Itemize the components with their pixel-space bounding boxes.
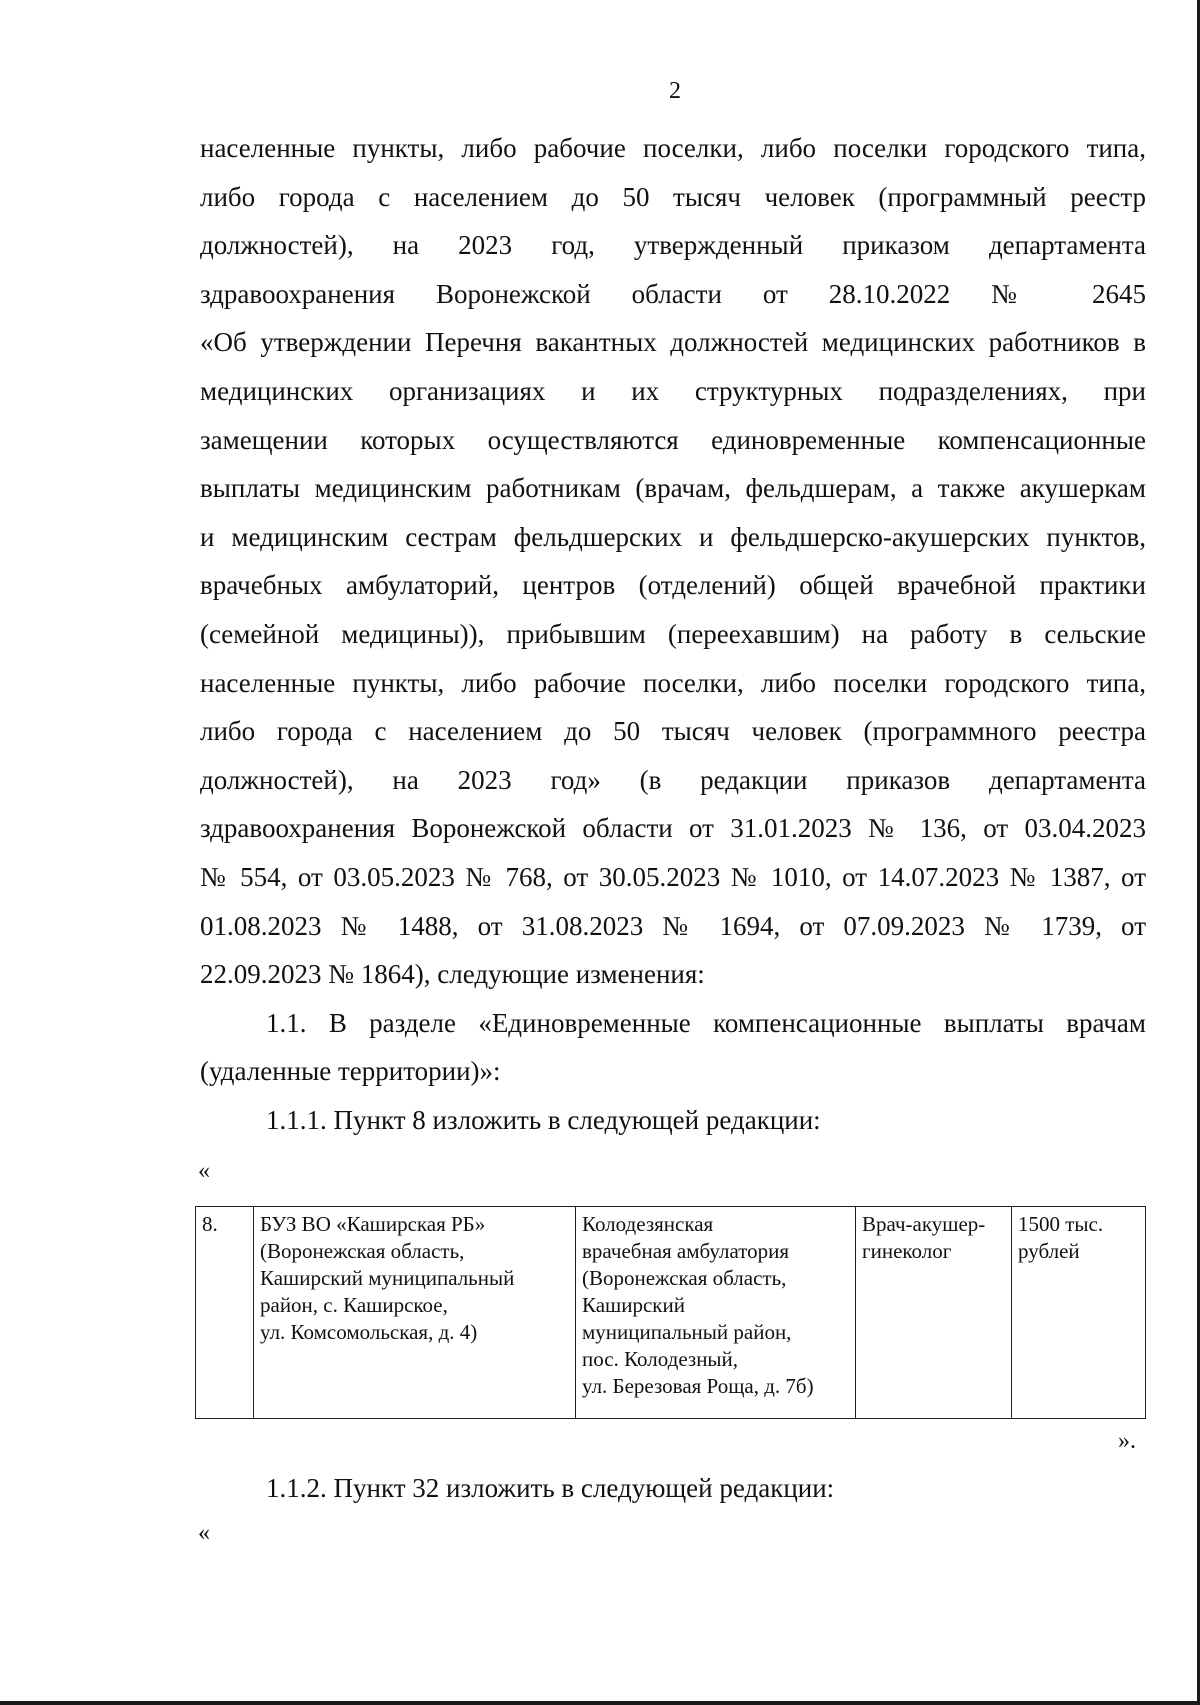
scan-edge-bottom [0,1701,1200,1705]
text-line: № 554, от 03.05.2023 № 768, от 30.05.2023 № 1010, от 14.07.2023 № 1387, от [200,861,1146,892]
body-text [200,124,1146,1144]
quote-open-2: « [198,1520,210,1546]
cell-position: Врач-акушер- гинеколог [856,1207,1012,1419]
table-row [196,1207,1146,1419]
text-line: выплаты медицинским работникам (врачам, фельдшерам, а также акушеркам [200,473,1146,504]
item-1-1-2: 1.1.2. Пункт 32 изложить в следующей редакции: [266,1473,835,1503]
section-heading-line: 1.1. В разделе «Единовременные компенсационные выплаты врачам [266,1007,1146,1038]
text-line: должностей), на 2023 год, утвержденный приказом департамента [200,230,1146,261]
text-line: либо города с населением до 50 тысяч человек (программного реестра [200,716,1146,747]
page-number: 2 [669,78,681,104]
text-line: здравоохранения Воронежской области от 28.10.2022 № 2645 [200,278,1146,309]
text-line: (удаленные территории)»: [200,1056,501,1087]
text-line: замещении которых осуществляются единовременные компенсационные [200,424,1146,455]
cell-amount: 1500 тыс. рублей [1012,1207,1146,1419]
cell-number: 8. [196,1207,254,1419]
text-line: (семейной медицины)), прибывшим (переехавшим) на работу в сельские [200,618,1146,649]
text-line: населенные пункты, либо рабочие поселки, либо поселки городского типа, [200,133,1146,163]
text-line: здравоохранения Воронежской области от 31.01.2023 № 136, от 03.04.2023 [200,813,1146,844]
amendment-table [195,1206,1146,1419]
text-line: и медицинским сестрам фельдшерских и фельдшерско-акушерских пунктов, [200,521,1146,552]
text-line: медицинских организациях и их структурных подразделениях, при [200,375,1146,406]
text-line: 22.09.2023 № 1864), следующие изменения: [200,959,705,990]
text-line: врачебных амбулаторий, центров (отделений) общей врачебной практики [200,570,1146,601]
cell-unit: Колодезянская врачебная амбулатория (Воронежская область, Каширский муниципальный район, пос. Колодезный, ул. Березовая Роща, д. 7б) [576,1207,856,1419]
text-line: населенные пункты, либо рабочие поселки, либо поселки городского типа, [200,667,1146,698]
text-line: либо города с населением до 50 тысяч человек (программный реестр [200,181,1146,212]
quote-close: ». [1118,1428,1136,1454]
item-1-1-1: 1.1.1. Пункт 8 изложить в следующей редакции: [266,1104,821,1135]
text-line: должностей), на 2023 год» (в редакции приказов департамента [200,764,1146,795]
text-line: «Об утверждении Перечня вакантных должностей медицинских работников в [200,327,1146,358]
text-line: 01.08.2023 № 1488, от 31.08.2023 № 1694, от 07.09.2023 № 1739, от [200,910,1146,941]
quote-open-1: « [198,1158,210,1184]
cell-organization: БУЗ ВО «Каширская РБ» (Воронежская область, Каширский муниципальный район, с. Каширское, ул. Комсомольская, д. 4) [254,1207,576,1419]
